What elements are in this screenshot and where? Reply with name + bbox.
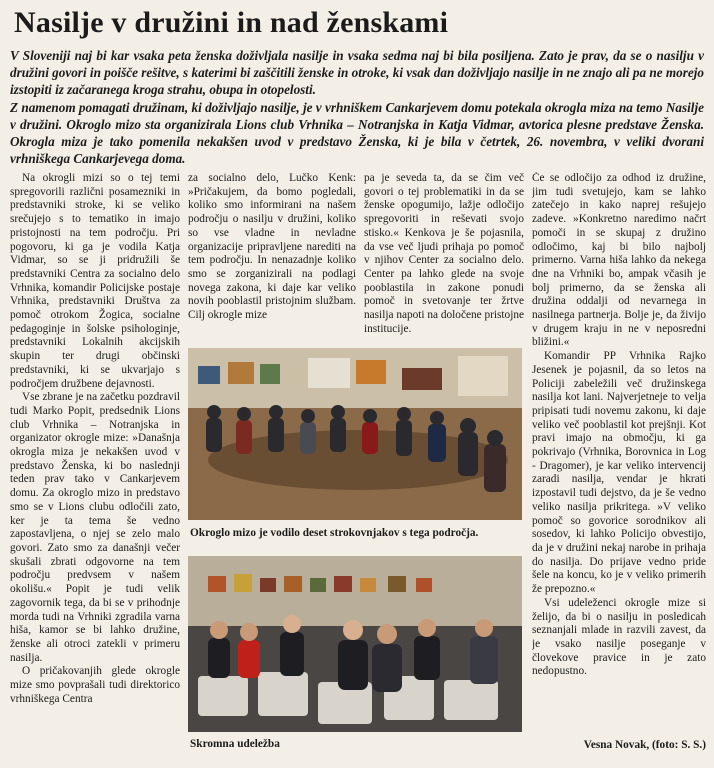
body-paragraph: Če se odločijo za odhod iz družine, jim tudi svetujejo, kam se lahko zatečejo in kako naprej rešujejo zadeve. »Konkretno naredimo načrt pomoči in se skupaj z družino odločimo, kaj bi bilo najbolj primerno. Varna hiša lahko da nekega dne na Vrhniki bo, ampak včasih je bolj primerno, da se ženska ali družina oddalji od nevarnega in nasilnega partnerja. Bolje je, da živijo v drugem kraju in ne v neposredni bližini.«	[532, 172, 706, 349]
body-paragraph: Vse zbrane je na začetku pozdravil tudi Marko Popit, predsednik Lions club Vrhnika – Notranjska in organizator okrogle mize: »Današnja okrogla miza je nekakšen uvod v predstavo Ženska, ki bo naslednji teden prav tako v Cankarjevem domu. Za okroglo mizo in predstavo smo se v Lions clubu odločili zato, ker je ta tema še vedno zapostavljena, o njej se zelo malo govori. Zato smo za današnji večer skušali zbrati odgovorne na tem področju predvsem v našem okolišu.« Popit je tudi velik zagovornik tega, da bi se v prihodnje morda tudi na Vrhniki zgradila varna hiša, kamor se bi lahko družine, ženske ali otroci zatekli v primeru nasilja.	[10, 391, 180, 664]
photo-caption: Okroglo mizo je vodilo deset strokovnjakov s tega področja.	[190, 527, 479, 539]
text-column-1	[10, 172, 180, 752]
article-headline: Nasilje v družini in nad ženskami	[14, 6, 449, 39]
body-paragraph: pa je seveda ta, da se čim več govori o tej problematiki in da se ženske opogumijo, lažje odločijo spregovoriti in reševati svojo stisko.« Kenkova je še pojasnila, da vse več ljudi prihaja po pomoč v njihov Center za socialno delo. Center pa lahko glede na svoje pooblastila in zakone ponudi pomoč in svetovanje ter žrtve nasilja napoti na določene pristojne institucije.	[364, 172, 524, 335]
round-table-photo	[188, 348, 522, 520]
photo-caption: Skromna udeležba	[190, 738, 280, 750]
article-lead	[10, 47, 704, 169]
text-column-2	[188, 172, 356, 340]
author-signature: Vesna Novak, (foto: S. S.)	[583, 739, 706, 751]
body-paragraph: Komandir PP Vrhnika Rajko Jesenek je pojasnil, da so letos na Policiji zabeležili več družinskega nasilja kot lani. Najverjetneje to velja pripisati tudi novemu zakonu, ki daje veliko več pooblastil kot prejšnji. Kot pravi imajo na območju, ki ga pokrivajo (Vrhnika, Borovnica in Log - Dragomer), je kar veliko intervencij zaradi nasilja, vendar je hkrati izpostavil tudi dejstvo, da je še vedno veliko nasilja prikritega. »V veliko pomoč so govorice sorodnikov ali sosedov, ki lahko Policijo obvestijo, da je v družini nekaj narobe in prihaja do nasilja. Do prijave vedno pride šele na koncu, ko je v veliko primerih že prepozno.«	[532, 350, 706, 596]
body-paragraph: za socialno delo, Lučko Kenk: »Pričakujem, da bomo pogledali, koliko smo informirani na našem področju o nasilju v družini, koliko so vse vladne in nevladne organizacije pripravljene narediti na tem področju. In nenazadnje koliko smo se zorganizirali na podlagi novega zakona, ki daje kar veliko novih pooblastil pristojnim službam. Cilj okrogle mize	[188, 172, 356, 322]
body-paragraph: Vsi udeleženci okrogle mize si želijo, da bi o nasilju in posledicah seznanjali mlade in razvili zavest, da je vsako nasilje poseganje v človekove pravice in je zato nedopustno.	[532, 596, 706, 678]
lead-paragraph: Z namenom pomagati družinam, ki doživljajo nasilje, je v vrhniškem Cankarjevem domu potekala okrogla miza na temo Nasilje v družini. Okroglo mizo sta organizirala Lions club Vrhnika – Notranjska in Katja Vidmar, avtorica plesne predstave Ženska. Okrogla miza je tako pomenila nekakšen uvod v predstavo Ženska, ki je bila v četrtek, 26. novembra, v veliki dvorani vrhniškega Cankarjevega doma.	[10, 99, 704, 167]
text-column-4	[532, 172, 706, 738]
audience-photo	[188, 556, 522, 732]
text-column-3	[364, 172, 524, 340]
body-paragraph: Na okrogli mizi so o tej temi spregovorili različni posamezniki in predstavniki stroke, ki se veliko srečujejo s to tematiko in imajo pristojnosti na tem področju. Pri pogovoru, ki ga je vodila Katja Vidmar, so se ji pridružili še predstavniki Centra za socialno delo Vrhnika, komandir Policijske postaje Vrhnika, predstavniki Društva za pomoč otrokom Žogica, socialne pedagoginje in šolske psihologinje, predstavniki Lokalnih akcijskih skupin ter drugi občinski predstavniki, ki se ukvarjajo s področjem družbene dejavnosti.	[10, 172, 180, 390]
body-paragraph: O pričakovanjih glede okrogle mize smo povprašali tudi direktorico vrhniškega Centra	[10, 665, 180, 705]
lead-paragraph: V Sloveniji naj bi kar vsaka peta ženska doživljala nasilje in vsaka sedma naj bi bila posiljena. Zato je prav, da se o nasilju v družini govori in poišče rešitve, s katerimi bi zaščitili ženske in otroke, ki vsak dan doživljajo nasilje in ne znajo ali pa ne morejo izstopiti iz začaranega kroga strahu, obupa in otopelosti.	[10, 48, 704, 98]
